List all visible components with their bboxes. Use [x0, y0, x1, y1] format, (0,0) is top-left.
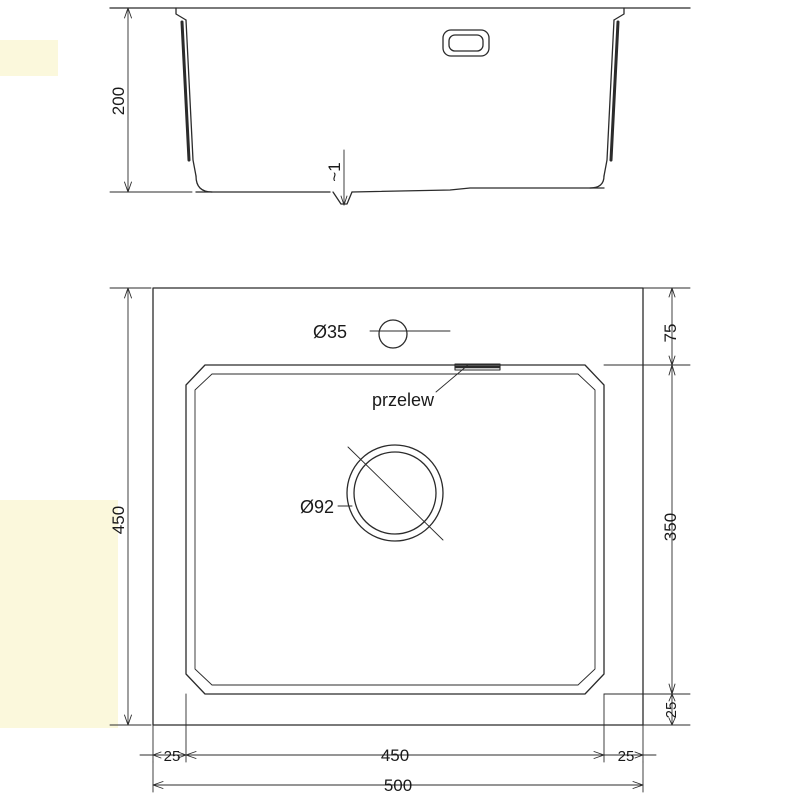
label-overall-width-500: 500: [383, 776, 413, 795]
label-overflow-note: przelew: [371, 390, 434, 410]
label-overflow-hole-d35: Ø35: [312, 322, 347, 342]
label-margin-bottom-25: 25: [663, 701, 680, 719]
section-view-geometry: [110, 8, 690, 204]
label-depth-200: 200: [109, 86, 128, 116]
plan-view-geometry: [153, 288, 643, 725]
label-margin-right-25: 25: [617, 748, 635, 765]
color-swatch-top: [0, 40, 58, 76]
label-slope-1: ~1: [325, 162, 344, 182]
label-margin-left-25: 25: [163, 748, 181, 765]
label-bowl-width-450: 450: [380, 746, 410, 765]
label-margin-top-75: 75: [661, 323, 680, 343]
label-overall-height-450: 450: [109, 505, 128, 535]
label-drain-hole-d92: Ø92: [299, 497, 334, 517]
color-swatch-bottom: [0, 500, 118, 728]
label-bowl-height-350: 350: [661, 512, 680, 542]
